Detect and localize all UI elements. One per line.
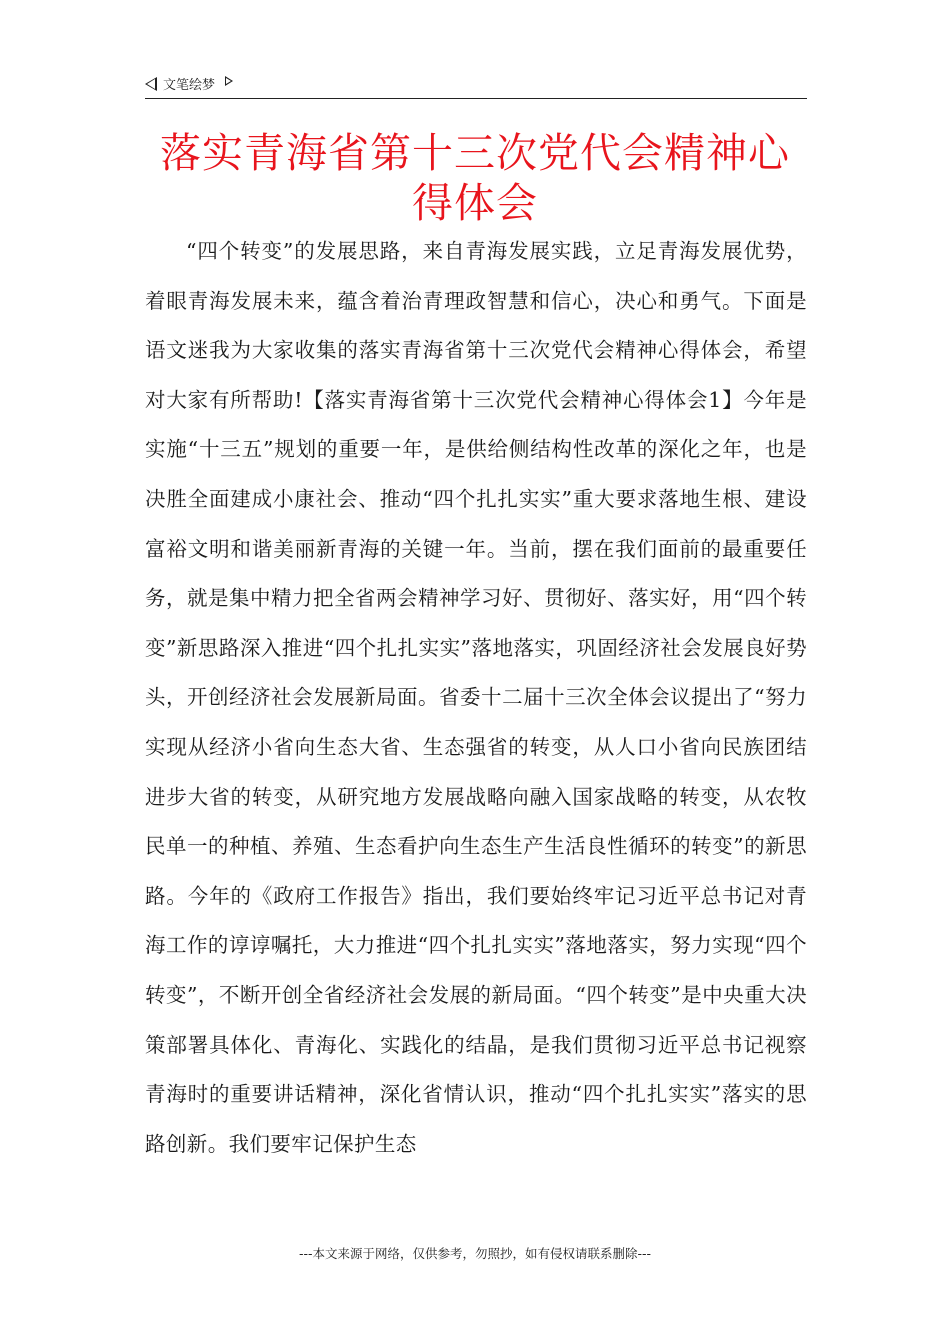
page-footer-disclaimer: ---本文来源于网络，仅供参考，勿照抄，如有侵权请联系删除--- [298,1246,652,1261]
document-body [145,227,807,1169]
title-line-2: 得体会 [412,179,538,227]
triangle-left-icon [145,77,157,91]
page-header [145,74,807,99]
body-paragraph: “四个转变”的发展思路，来自青海发展实践，立足青海发展优势，着眼青海发展未来，蕴含着治青理政智慧和信心，决心和勇气。下面是语文迷我为大家收集的落实青海省第十三次党代会精神心得体会，希望对大家有所帮助!【落实青海省第十三次党代会精神心得体会1】今年是实施“十三五”规划的重要一年，是供给侧结构性改革的深化之年，也是决胜全面建成小康社会、推动“四个扎扎实实”重大要求落地生根、建设富裕文明和谐美丽新青海的关键一年。当前，摆在我们面前的最重要任务，就是集中精力把全省两会精神学习好、贯彻好、落实好，用“四个转变”新思路深入推进“四个扎扎实实”落地落实，巩固经济社会发展良好势头，开创经济社会发展新局面。省委十二届十三次全体会议提出了“努力实现从经济小省向生态大省、生态强省的转变，从人口小省向民族团结进步大省的转变，从研究地方发展战略向融入国家战略的转变，从农牧民单一的种植、养殖、生态看护向生态生产生活良性循环的转变”的新思路。今年的《政府工作报告》指出，我们要始终牢记习近平总书记对青海工作的谆谆嘱托，大力推进“四个扎扎实实”落地落实，努力实现“四个转变”，不断开创全省经济社会发展的新局面。“四个转变”是中央重大决策部署具体化、青海化、实践化的结晶，是我们贯彻习近平总书记视察青海时的重要讲话精神，深化省情认识，推动“四个扎扎实实”落实的思路创新。我们要牢记保护生态 [145,239,807,1156]
header-brand: 文笔绘梦 [163,78,216,93]
header-brand-group [145,74,233,93]
title-line-1: 落实青海省第十三次党代会精神心 [160,129,790,177]
triangle-right-icon [225,76,233,86]
document-title [140,128,810,228]
